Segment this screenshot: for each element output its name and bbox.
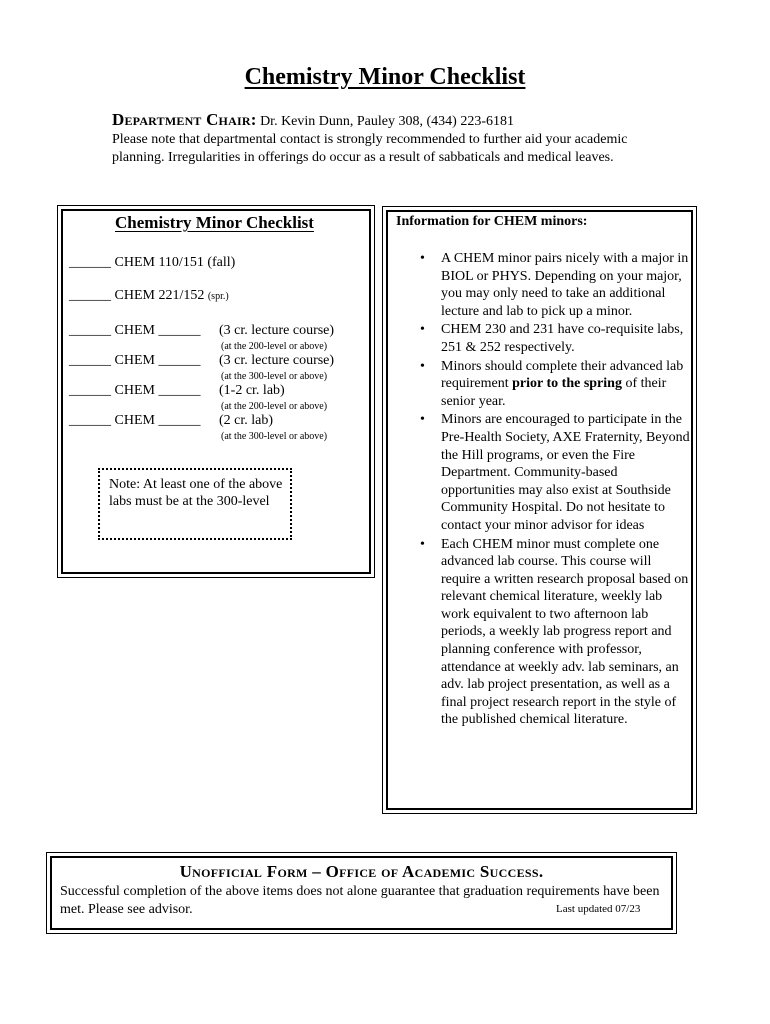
info-list (441, 250, 691, 730)
department-chair-label: Department Chair: (112, 110, 257, 129)
page-title: Chemistry Minor Checklist (244, 64, 526, 90)
course-term: (fall) (207, 255, 236, 270)
last-updated: Last updated 07/23 (556, 903, 641, 915)
checklist-title: Chemistry Minor Checklist (115, 213, 314, 232)
checkoff-blank: ______ (69, 323, 111, 338)
intro-note: Please note that departmental contact is strongly recommended to further aid your academic planning. Irregularities in offerings do occur as a result of sabbaticals and medical leaves. (112, 132, 628, 165)
course-level: (at the 300-level or above) (221, 371, 328, 382)
checkoff-blank: ______ (69, 288, 111, 303)
course-code: CHEM ______ (114, 323, 201, 338)
course-code: CHEM ______ (114, 353, 201, 368)
checklist-row (69, 353, 200, 369)
course-code: CHEM ______ (114, 413, 201, 428)
course-description: (3 cr. lecture course) (219, 323, 335, 338)
checklist-row (69, 413, 200, 429)
course-level: (at the 200-level or above) (221, 401, 328, 412)
checkoff-blank: ______ (69, 353, 111, 368)
info-item (441, 358, 691, 411)
checkoff-blank: ______ (69, 255, 111, 270)
info-item-text: of their senior year. (441, 376, 667, 409)
footer-title: Unofficial Form – Office of Academic Success. (179, 862, 544, 881)
checkoff-blank: ______ (69, 413, 111, 428)
footer-disclaimer: Successful completion of the above items does not alone guarantee that graduation requirements have been met. Please see advisor. (60, 884, 660, 917)
course-code: CHEM ______ (114, 383, 201, 398)
labs-note-text: Note: At least one of the above labs must be at the 300-level (109, 477, 283, 509)
checklist-row (69, 383, 200, 399)
info-item: • CHEM 230 and 231 have co-requisite labs, 251 & 252 respectively. (441, 321, 691, 356)
course-code: CHEM 221/152 (114, 288, 205, 303)
checkoff-blank: ______ (69, 383, 111, 398)
checklist-row (69, 288, 229, 304)
course-term: (spr.) (207, 291, 229, 302)
course-description: (1-2 cr. lab) (219, 383, 285, 398)
info-item: • Minors are encouraged to participate in the Pre-Health Society, AXE Fraternity, Beyond the Hill programs, or even the Fire Department. Community-based opportunities may also exist at Southside Community Hospital. Do not hesitate to contact your minor advisor for ideas (441, 411, 691, 534)
checklist-row (69, 255, 235, 271)
course-level: (at the 300-level or above) (221, 431, 328, 442)
info-title: Information for CHEM minors: (396, 214, 588, 229)
checklist-row (69, 323, 200, 339)
info-item: • Each CHEM minor must complete one advanced lab course. This course will require a written research proposal based on relevant chemical literature, weekly lab work equivalent to two afternoon lab periods, a weekly lab progress report and planning conference with professor, attendance at weekly adv. lab seminars, an adv. lab project presentation, as well as a final project research report in the style of the published chemical literature. (441, 536, 691, 730)
course-description: (2 cr. lab) (219, 413, 274, 428)
info-item-text: Minors should complete their advanced lab requirement (441, 358, 684, 392)
course-description: (3 cr. lecture course) (219, 353, 335, 368)
department-chair-contact: Dr. Kevin Dunn, Pauley 308, (434) 223-6181 (260, 114, 514, 129)
info-item: • A CHEM minor pairs nicely with a major in BIOL or PHYS. Depending on your major, you may only need to take an additional lecture and lab to pick up a minor. (441, 250, 691, 320)
course-code: CHEM 110/151 (114, 255, 204, 270)
course-level: (at the 200-level or above) (221, 341, 328, 352)
info-item-emphasis: prior to the spring (512, 376, 622, 392)
department-chair-line (112, 110, 514, 130)
